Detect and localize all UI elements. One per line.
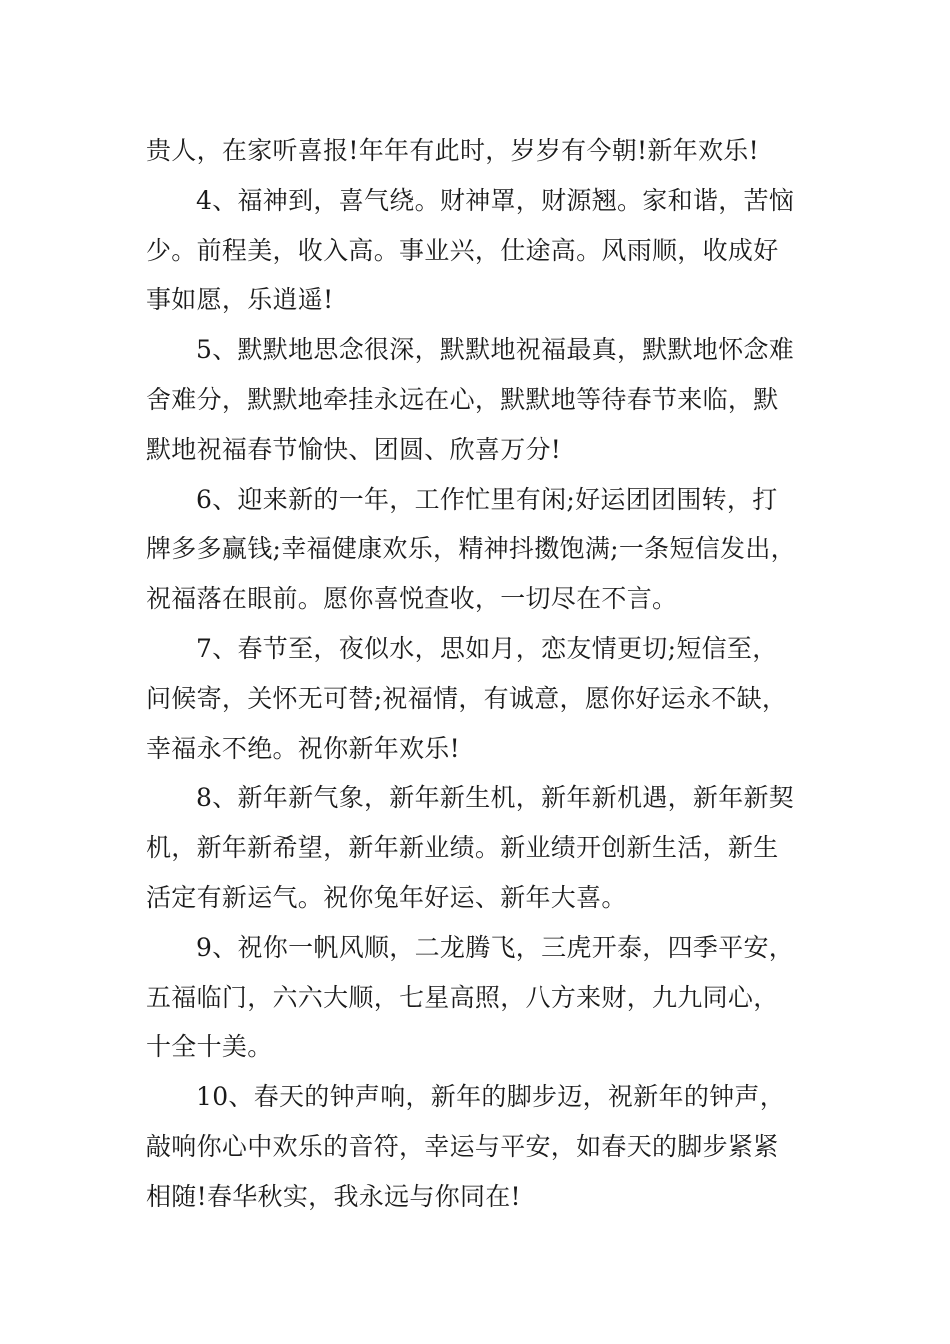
paragraph-5 <box>146 325 818 474</box>
text-line: 9、祝你一帆风顺，二龙腾飞，三虎开泰，四季平安， <box>196 932 795 962</box>
text-line: 牌多多赢钱;幸福健康欢乐，精神抖擞饱满;一条短信发出， <box>146 534 796 564</box>
text-line: 敲响你心中欢乐的音符，幸运与平安，如春天的脚步紧紧 <box>146 1131 779 1161</box>
text-line: 机，新年新希望，新年新业绩。新业绩开创新生活，新生 <box>146 833 779 863</box>
document-body <box>146 126 818 1222</box>
text-line: 4、福神到，喜气绕。财神罩，财源翘。家和谐，苦恼 <box>196 185 795 215</box>
text-line: 五福临门，六六大顺，七星高照，八方来财，九九同心， <box>146 982 779 1012</box>
paragraph-4 <box>146 176 818 325</box>
text-line: 6、迎来新的一年，工作忙里有闲;好运团团围转，打 <box>196 484 778 514</box>
text-line: 贵人，在家听喜报!年年有此时，岁岁有今朝!新年欢乐! <box>146 136 759 165</box>
paragraph-9 <box>146 923 818 1072</box>
text-line: 活定有新运气。祝你兔年好运、新年大喜。 <box>146 882 627 912</box>
paragraph-10 <box>146 1072 818 1221</box>
paragraph-continued <box>146 126 818 176</box>
paragraph-6 <box>146 475 818 624</box>
text-line: 事如愿，乐逍遥! <box>146 285 334 315</box>
text-line: 7、春节至，夜似水，思如月，恋友情更切;短信至， <box>196 633 778 663</box>
text-line: 相随!春华秋实，我永远与你同在! <box>146 1181 521 1211</box>
text-line: 问候寄，关怀无可替;祝福情，有诚意，愿你好运永不缺， <box>146 683 788 713</box>
text-line: 默地祝福春节愉快、团圆、欣喜万分! <box>146 434 562 464</box>
text-line: 祝福落在眼前。愿你喜悦查收，一切尽在不言。 <box>146 584 678 614</box>
text-line: 8、新年新气象，新年新生机，新年新机遇，新年新契 <box>196 783 795 813</box>
text-line: 幸福永不绝。祝你新年欢乐! <box>146 733 460 763</box>
text-line: 10、春天的钟声响，新年的脚步迈，祝新年的钟声， <box>196 1082 786 1112</box>
text-line: 5、默默地思念很深，默默地祝福最真，默默地怀念难 <box>196 335 795 365</box>
paragraph-8 <box>146 773 818 922</box>
text-line: 舍难分，默默地牵挂永远在心，默默地等待春节来临，默 <box>146 384 779 414</box>
paragraph-7 <box>146 624 818 773</box>
text-line: 少。前程美，收入高。事业兴，仕途高。风雨顺，收成好 <box>146 235 779 265</box>
text-line: 十全十美。 <box>146 1032 273 1062</box>
